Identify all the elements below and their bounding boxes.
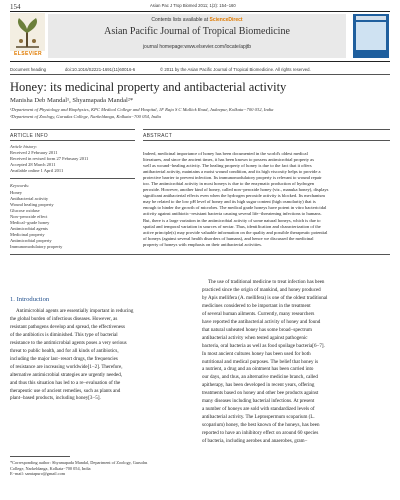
body-line: The use of traditional medicine to treat infection has been (208, 279, 325, 285)
banner-rule (10, 61, 390, 62)
body-line: many diseases including bacterial infections. At present (202, 398, 315, 405)
body-line: nutritional and medical purposes. The belief that honey is (202, 358, 319, 365)
body-line: of bacteria, including aerobes and anaerobes, gram− (202, 438, 308, 445)
body-line: of several human ailments. Currently, many researchers (202, 310, 315, 317)
body-line: including the major last−resort drugs, the frequencies (10, 355, 118, 362)
page-number: 154 (10, 3, 21, 11)
keyword-item: Medical−grade honey (10, 220, 50, 225)
sciencedirect-link[interactable]: ScienceDirect (209, 17, 243, 23)
corresponding-author-footnote (10, 460, 190, 477)
body-line: Antimicrobial agents are essentially important in reducing (16, 308, 134, 314)
keyword-item: Antibacterial activity (10, 196, 49, 201)
article-info-rule-bottom (10, 140, 135, 141)
body-line: bacteria, oral bacteria as well as food spoilage bacteria[6−7]. (202, 342, 325, 349)
footnote-rule (10, 456, 70, 457)
abstract-line: active principle(s) may provide valuable information on the quality and possible therapeutic potential (143, 229, 328, 235)
history-label: Article history: (10, 144, 38, 149)
body-line: antibacterial activity when tested against pathogenic (202, 334, 308, 341)
doi[interactable]: doi:10.1016/S2221-1691(11)60016-6 (65, 67, 136, 72)
body-line: threat to public health, and for all kinds of antibiotics, (10, 347, 119, 354)
body-line: apitherapy, has been developed in recent years, offering (202, 382, 315, 389)
body-line: treatments based on honey and other bee products against (202, 390, 319, 397)
keyword-item: Immunomodulatory property (10, 244, 63, 249)
abstract-label: ABSTRACT (143, 133, 173, 139)
contents-line (48, 17, 346, 23)
abstract-rule-bottom (143, 140, 390, 141)
history-accepted: Accepted 28 March 2011 (10, 162, 56, 167)
body-line: and thus this situation has led to a re−evaluation of the (10, 379, 121, 386)
body-line: medicines considered to be important in the treatment (202, 302, 311, 309)
abstract-line: literatures, and since the ancient times, it has been known to possess antimicrobial property as (143, 157, 314, 163)
article-info-rule-top (10, 129, 135, 130)
document-heading: Document heading (10, 67, 47, 72)
history-revised: Received in revised form 27 February 2011 (10, 156, 89, 161)
cover-artwork (356, 22, 386, 50)
publisher-name: ELSEVIER (14, 51, 42, 57)
body-line: plant−based products, including honey[3−5]. (10, 395, 101, 402)
abstract-line: protective barrier to prevent infection. Its immunomodulatory property is relevant to wound repair (143, 175, 322, 181)
contents-prefix: Contents lists available at (151, 17, 209, 23)
body-line: practiced since the origin of mankind, and honey produced (202, 286, 321, 293)
abstract-line: spatial and temporal variation in sources of nectar. Thus, identification and characterization of the (143, 223, 321, 229)
footnote-line: College, Narkeldanga, Kolkata−700 054, India (10, 465, 91, 471)
body-line: reported to have an inhibitory effect on around 60 species (202, 430, 319, 437)
article-info-label: ARTICLE INFO (10, 133, 48, 139)
cover-title-bar (356, 16, 386, 20)
footnote-email[interactable]: E−mail: samtapuro@gmail.com (10, 471, 66, 477)
abstract-line: activity against antibiotic−resistant bacteria causing several life−threatening infections to humans. (143, 211, 322, 217)
abstract-line: antibacterial activity, maintains a moist wound condition, and its high viscosity helps to provide a (143, 169, 321, 175)
keyword-item: Medicinal property (10, 232, 45, 237)
body-line: that natural unheated honey has some broad−spectrum (202, 326, 312, 333)
abstract-line: peroxide. However, another kind of honey, called non−peroxide honey (viz., manuka honey), displays (143, 187, 329, 193)
keyword-item: Honey (10, 190, 22, 195)
body-line: of resistance are increasing worldwide[1−2]. Therefore, (10, 363, 123, 370)
article-title: Honey: its medicinal property and antibacterial activity (10, 80, 287, 94)
body-line: by Apis mellifera (A. mellifera) is one of the oldest traditional (202, 294, 328, 301)
abstract-line: of honeys (against several health disorders of humans), and hence we discussed the medicinal (143, 235, 314, 241)
copyright: © 2011 by the Asian Pacific Journal of Tropical Biomedicine. All rights reserved. (160, 67, 311, 72)
body-line: of the antibiotics is diminished. This type of bacterial (10, 331, 118, 338)
body-line: antibacterial activity. The Leptospermum scoparium (L. (202, 414, 315, 421)
affiliation-2: ²Department of Zoology, Gurudas College, Narkeldanga, Kolkata−700 054, India (10, 114, 161, 119)
section-heading-introduction: 1. Introduction (10, 296, 50, 303)
body-line: a number of honeys are sold with standardized levels of (202, 406, 315, 413)
abstract-bottom-rule (10, 254, 390, 255)
abstract-line: well as wound−healing activity. The healing property of honey is due to the fact that it offers (143, 163, 312, 169)
body-line: alternative antimicrobial strategies are urgently needed, (10, 371, 123, 378)
abstract-line: significant antibacterial effects even when the hydrogen peroxide activity is blocked. Its mechanism (143, 193, 325, 199)
body-line: the global burden of infectious diseases. However, as (10, 315, 118, 322)
body-line: our days, and thus, an alternative medicine branch, called (202, 374, 318, 381)
keyword-item: Antimicrobial property (10, 238, 52, 243)
history-online: Available online 1 April 2011 (10, 168, 64, 173)
body-line: resistant pathogens develop and spread, the effectiveness (10, 323, 125, 330)
body-line: have reported the antibacterial activity of honey and found (202, 318, 321, 325)
footnote-line: *Corresponding author: Shyamapada Mandal, Department of Zoology, Gurudas (10, 460, 148, 465)
abstract-line: may be related to the low pH level of honey and its high sugar content (high osmolarity) that is (143, 199, 316, 205)
body-line: therapeutic use of ancient remedies, such as plants and (10, 387, 121, 394)
body-line: a nutrient, a drug and an ointment has been carried into (202, 366, 314, 373)
abstract-line: But, there is a large variation in the antimicrobial activity of some natural honeys, which is due to (143, 217, 321, 223)
abstract-text (143, 151, 390, 248)
keywords-label: Keywords: (10, 183, 30, 188)
history-received: Received 2 February 2011 (10, 150, 58, 155)
abstract-rule-top (143, 129, 390, 130)
body-line: resistance to the antimicrobial agents poses a very serious (10, 339, 127, 346)
header-rule (10, 11, 390, 12)
elsevier-logo (10, 13, 45, 51)
journal-title: Asian Pacific Journal of Tropical Biomedicine (104, 26, 290, 37)
abstract-line: too. The antimicrobial activity in most honeys is due to the enzymatic production of hydrogen (143, 181, 315, 187)
body-line: In most ancient cultures honey has been used for both (202, 350, 311, 357)
keyword-item: Non−peroxide effect (10, 214, 48, 219)
affiliation-1: ¹Department of Physiology and Biophysics, KPC Medical College and Hospital, 1F Raja S C Mullick Road, Jadavpur, Kolkata−700 032, India (10, 107, 274, 112)
keyword-item: Antimicrobial agents (10, 226, 48, 231)
abstract-line: enough to hinder the growth of microbes. The medical grade honeys have potent in vitro bactericidal (143, 205, 327, 211)
keyword-item: Glucose oxidase (10, 208, 40, 213)
meta-rule (10, 74, 390, 75)
keywords-rule (10, 178, 135, 179)
abstract-line: property of honeys with emphasis on their antibacterial activities. (143, 241, 263, 247)
intro-left-column (10, 308, 190, 403)
journal-homepage[interactable]: journal homepage:www.elsevier.com/locate/apjtb (142, 44, 252, 50)
keyword-item: Wound healing property (10, 202, 54, 207)
abstract-line: Indeed, medicinal importance of honey has been documented in the world's oldest medical (143, 151, 308, 156)
authors: Manisha Deb Mandal¹, Shyamapada Mandal²* (10, 97, 134, 104)
body-line: scoparium) honey, the best known of the honeys, has been (202, 422, 320, 429)
running-head: Asian Pac J Trop Biomed 2011; 1(2): 154−160 (150, 3, 236, 8)
intro-right-column (202, 279, 390, 446)
